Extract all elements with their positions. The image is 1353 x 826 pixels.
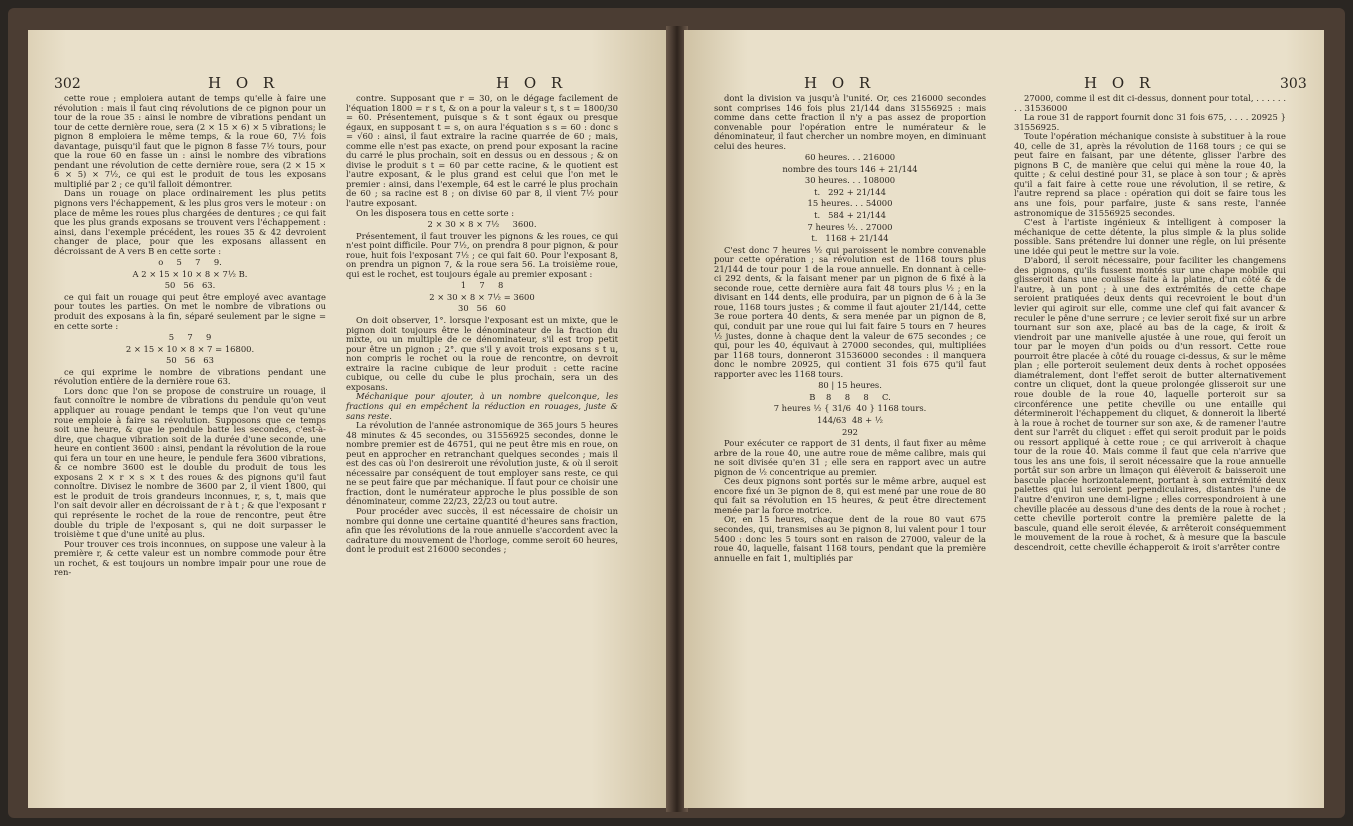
paragraph: C'est donc 7 heures ½ qui paroissent le nombre convenable pour cette opération ; sa révolution est de 1168 tours plus 21/144 de tour pour 1 de la roue annuelle. En donnant à celle-ci 292 dents, & la faisant mener par un pignon de 6 fixé à la seconde roue, cette dernière aura fait 48 tours plus ½ ; en la divisant en 144 dents, elle produira, par un pignon de 6 à la 3e roue, 1168 tours justes ; & comme il faut ajouter 21/144, cette 3e roue portera 40 dents, & sera menée par un pignon de 8, qui, conduit par une roue qui lui fait faire 5 tours en 7 heures ½ justes, donne à chaque dent la valeur de 675 secondes ; ce qui, pour les 40, équivaut à 27000 secondes, qui, multipliées par 1168 tours, donneront 31536000 secondes : il manquera donc le nombre 20925, qui contient 31 fois 675 qu'il faut rapporter avec les 1168 tours. xyxy=(714,244,986,379)
paragraph: Lors donc que l'on se propose de construire un rouage, il faut connoître le nombre de vibrations du pendule qu'on veut appliquer au rouage pendant le temps que l'on veut qu'une roue emploie à faire sa révolution. Supposons que ce temps soit une heure, & que le pendule batte les secondes, c'est-à-dire, que chaque vibration soit de la durée d'une seconde, une heure en contient 3600 : ainsi, pendant la révolution de la roue qui fera un tour en une heure, le pendule fera 3600 vibrations, & ce nombre 3600 est le double du produit de tous les exposans 2 × r × s × t des roues & des pignons qu'il faut connoître. Divisez le nombre de 3600 par 2, il vient 1800, qui est le produit de trois grandeurs inconnues, r, s, t, mais que l'on sait devoir aller en décroissant de r à t ; & que l'exposant r qui représente le rochet de la roue de rencontre, peut être double du triple de l'exposant s, qui ne doit surpasser le troisième t que d'une unité au plus. xyxy=(54,385,326,540)
paragraph: ce qui fait un rouage qui peut être employé avec avantage pour toutes les parties. On met le nombre de vibrations ou produit des exposans à la fin, séparé seulement par le signe = en cette sorte : xyxy=(54,291,326,331)
right-page-column-1 xyxy=(714,94,986,563)
paragraph: Pour exécuter ce rapport de 31 dents, il faut fixer au même arbre de la roue 40, une autre roue de même calibre, mais qui ne soit divisée qu'en 31 ; elle sera en rapport avec un autre pignon de ½ concentrique au premier. xyxy=(714,438,986,477)
paragraph: Dans un rouage on place ordinairement les plus petits pignons vers l'échappement, & les plus gros vers le moteur : on place de même les roues plus chargées de dentures ; ce qui fait que les plus grands exposans se trouvent vers l'échappement : ainsi, dans l'exemple précédent, les roues 35 & 42 devroient changer de place, pour que les exposans allassent en décroissant de A vers B en cette sorte : xyxy=(54,188,326,256)
paragraph: contre. Supposant que r = 30, on le dégage facilement de l'équation 1800 = r s t, & on a pour la valeur s t, s t = 1800/30 = 60. Présentement, puisque s & t sont égaux ou presque égaux, en supposant t = s, on aura l'équation s s = 60 : donc s = √60 : ainsi, il faut extraire la racine quarrée de 60 ; mais, comme elle n'est pas exacte, on prend pour exposant la racine du carré le plus prochain, soit en dessus ou en dessous ; & on divise le produit s t = 60 par cette racine, & le quotient est l'autre exposant, & le plus grand est celui que l'on met le premier : ainsi, dans l'exemple, 64 est le carré le plus prochain de 60 ; sa racine est 8 ; on divise 60 par 8, il vient 7½ pour l'autre exposant. xyxy=(346,93,618,209)
equation-line: 50 56 63 xyxy=(166,355,214,366)
equation-line: 5 7 9 xyxy=(168,332,212,343)
paragraph: 27000, comme il est dit ci-dessus, donnent pour total, . . . . . . . . 31536000 xyxy=(1014,93,1286,113)
equation-line: 1 7 8 xyxy=(460,280,504,291)
left-page-column-2 xyxy=(346,94,618,555)
equation-line: 60 heures. . . 216000 xyxy=(804,152,896,163)
running-head-left-col1: H O R xyxy=(208,74,280,92)
equation-line: 7 heures ½ { 31/6 40 } 1168 tours. xyxy=(773,403,927,414)
paragraph: Pour trouver ces trois inconnues, on suppose une valeur à la première r, & cette valeur est un nombre commode pour être un rochet, & est toujours un nombre impair pour une roue de ren- xyxy=(54,538,326,578)
book-spread xyxy=(8,8,1345,818)
equation-line: 30 heures. . . 108000 xyxy=(804,175,896,186)
running-head-right-col2: H O R xyxy=(1084,74,1156,92)
equation-line: 15 heures. . . 54000 xyxy=(807,198,893,209)
paragraph: Ces deux pignons sont portés sur le même arbre, auquel est encore fixé un 3e pignon de 8, qui est mené par une roue de 80 qui fait sa révolution en 15 heures, & peut être directement menée par la force motrice. xyxy=(714,476,986,515)
left-page xyxy=(28,30,668,808)
equation-line: B 8 8 8 C. xyxy=(809,391,891,402)
equation-line: t. 584 + 21/144 xyxy=(814,210,886,221)
paragraph: La roue 31 de rapport fournit donc 31 fois 675, . . . . 20925 } 31556925. xyxy=(1014,112,1286,132)
equation-line: 7 heures ½. . 27000 xyxy=(807,221,893,232)
italic-heading: Méchanique pour ajouter, à un nombre quelconque, les fractions qui en empêchent la réduction en rouages, juste & sans reste. xyxy=(346,391,618,421)
paragraph: Pour procéder avec succès, il est nécessaire de choisir un nombre qui donne une certaine quantité d'heures sans fraction, afin que les révolutions de la roue annuelle s'accordent avec la cadrature du mouvement de l'horloge, comme seroit 60 heures, dont le produit est 216000 secondes ; xyxy=(346,505,618,555)
equation-line: 50 56 63. xyxy=(164,280,216,291)
equation-line: o 5 7 9. xyxy=(158,257,222,268)
equation-line: 80 | 15 heures. xyxy=(818,380,882,391)
paragraph: C'est à l'artiste ingénieux & intelligent à composer la méchanique de cette détente, la plus simple & la plus solide possible. Sans prétendre lui donner une règle, on lui présente une idée qui peut le mettre sur la voie. xyxy=(1014,217,1286,256)
equation-line: t. 1168 + 21/144 xyxy=(811,233,889,244)
paragraph: Or, en 15 heures, chaque dent de la roue 80 vaut 675 secondes, qui, transmises au 3e pignon 8, lui valent pour 1 tour 5400 : donc les 5 tours sont en raison de 27000, valeur de la roue 40, laquelle, faisant 1168 tours, pendant que la première annuelle en fait 1, multipliés par xyxy=(714,514,986,563)
equation-line: 2 × 15 × 10 × 8 × 7 = 16800. xyxy=(125,343,255,354)
paragraph: Présentement, il faut trouver les pignons & les roues, ce qui n'est point difficile. Pour 7½, on prendra 8 pour pignon, & pour roue, huit fois l'exposant 7½ ; ce qui fait 60. Pour l'exposant 8, on prendra un pignon 7, & la roue sera 56. La troisième roue, qui est le rochet, est toujours égale au premier exposant : xyxy=(346,230,618,279)
paragraph: ce qui exprime le nombre de vibrations pendant une révolution entière de la dernière roue 63. xyxy=(54,366,326,387)
paragraph: On les disposera tous en cette sorte : xyxy=(356,207,515,218)
running-head-right-col1: H O R xyxy=(804,74,876,92)
left-page-column-1 xyxy=(54,94,326,578)
paragraph: D'abord, il seroit nécessaire, pour faciliter les changemens des pignons, qu'ils fussent montés sur une chape mobile qui glisseroit dans une coulisse faite à la platine, d'un côté & de l'autre, à un pont ; à une des extrémités de cette chape seroient pratiquées deux dents qui recevroient le bout d'un levier qui agiroit sur elle, comme une clef qui fait avancer & reculer le pêne d'une serrure ; ce levier seroit fixé sur un arbre tournant sur son axe, placé au bas de la cage, & iroit & viendroit par une manivelle ajustée à une roue, qui feroit un tour par le moyen d'un poids ou d'un ressort. Cette roue pourroit être placée à côté du rouage ci-dessus, & sur le même plan ; elle porteroit seulement deux dents à rochet opposées diamétralement, dont l'effet seroit de butter alternativement contre un cliquet, dont la queue prolongée glisseroit sur une roue double de la roue 40, laquelle porteroit sur sa circonférence une petite cheville ou une entaille qui détermineroit l'échappement du cliquet, & donneroit la liberté à la roue à rochet de tourner sur son axe, & de ramener l'autre dent sur l'arrêt du cliquet : effet qui seroit produit par le poids ou ressort appliqué à cette roue ; ce qui arriveroit à chaque tour de la roue 40. Mais comme il faut que cela n'arrive que tous les ans une fois, il seroit nécessaire que la roue annuelle portât sur son arbre un limaçon qui élèveroit & baisseroit une bascule placée horizontalement, portant à son extrémité deux palettes qui lui seroient perpendiculaires, distantes l'une de l'autre d'environ une demi-ligne ; elles correspondroient à une cheville placée au dessous d'une des dents de la roue à rochet ; cette cheville porteroit contre la première palette de la bascule, quand elle seroit élevée, & arrêteroit conséquemment le mouvement de la roue à rochet, & à mesure que la bascule descendroit, cette cheville échapperoit & iroit s'arrêter contre xyxy=(1014,255,1286,552)
equation-line: 292 xyxy=(842,426,858,437)
page-number-left: 302 xyxy=(54,76,81,92)
equation-line: 30 56 60 xyxy=(458,303,506,314)
equation-line: A 2 × 15 × 10 × 8 × 7½ B. xyxy=(132,268,248,279)
running-head-left-col2: H O R xyxy=(496,74,568,92)
paragraph: On doit observer, 1°. lorsque l'exposant est un mixte, que le pignon doit toujours être le dénominateur de la fraction du mixte, ou un multiple de ce dénominateur, s'il est trop petit pour être un pignon ; 2°. que s'il y avoit trois exposans s t u, non compris le rochet ou la roue de rencontre, on devroit extraire la racine cubique de leur produit : cette racine cubique, ou celle du cube le plus prochain, sera un des exposans. xyxy=(346,315,618,392)
equation-line: 144/63 48 + ½ xyxy=(817,414,883,425)
equation-line: 2 × 30 × 8 × 7½ 3600. xyxy=(427,219,537,230)
page-number-right: 303 xyxy=(1280,76,1307,92)
equation-line: 2 × 30 × 8 × 7½ = 3600 xyxy=(429,291,535,302)
paragraph: Toute l'opération méchanique consiste à substituer à la roue 40, celle de 31, après la révolution de 1168 tours ; ce qui se peut faire en faisant, par une détente, glisser l'arbre des pignons B C, de manière que celui qui mène la roue 40, la quitte ; & celui destiné pour 31, se place à son tour ; & après qu'il a fait faire à cette roue une révolution, il se retire, & l'autre reprend sa place : opération qui doit se faire tous les ans une fois, pour parfaire, juste & sans reste, l'année astronomique de 31556925 secondes. xyxy=(1014,131,1286,218)
paragraph: dont la division va jusqu'à l'unité. Or, ces 216000 secondes sont comprises 146 fois plus 21/144 dans 31556925 : mais comme dans cette fraction il n'y a pas assez de proportion convenable pour l'opération entre le numérateur & le dénominateur, il faut chercher un nombre moyen, en diminuant celui des heures. xyxy=(714,93,986,151)
right-page xyxy=(684,30,1324,808)
paragraph: La révolution de l'année astronomique de 365 jours 5 heures 48 minutes & 45 secondes, ou 31556925 secondes, donne le nombre premier est de 46751, qui ne peut être mis en roue, on peut en approcher en retranchant quelques secondes ; mais il est des cas où l'on desireroit une révolution juste, & où il seroit nécessaire par conséquent de tout employer sans reste, ce qui ne se peut faire que par méchanique. Il faut pour ce choisir une fraction, dont le numérateur approche le plus possible de son dénominateur, comme 22/23, 22/23 ou tout autre. xyxy=(346,420,618,507)
equation-line: nombre des tours 146 + 21/144 xyxy=(782,163,918,174)
equation-line: t. 292 + 21/144 xyxy=(814,186,886,197)
paragraph: cette roue ; emploiera autant de temps qu'elle à faire une révolution : mais il faut cinq révolutions de ce pignon pour un tour de la roue 35 : ainsi le nombre de vibrations pendant un tour de cette dernière roue, sera (2 × 15 × 6) × 5 vibrations; le pignon 8 emploiera le même temps, & la roue 60, 7½ fois davantage, puisqu'il faut que le pignon 8 fasse 7½ tours, pour que la roue 60 en fasse un : ainsi le nombre des vibrations pendant une révolution de cette dernière roue, sera (2 × 15 × 6 × 5) × 7½, ce qui est le produit de tous les exposans multiplié par 2 ; ce qu'il falloit démontrer. xyxy=(54,93,326,189)
right-page-column-2 xyxy=(1014,94,1286,552)
